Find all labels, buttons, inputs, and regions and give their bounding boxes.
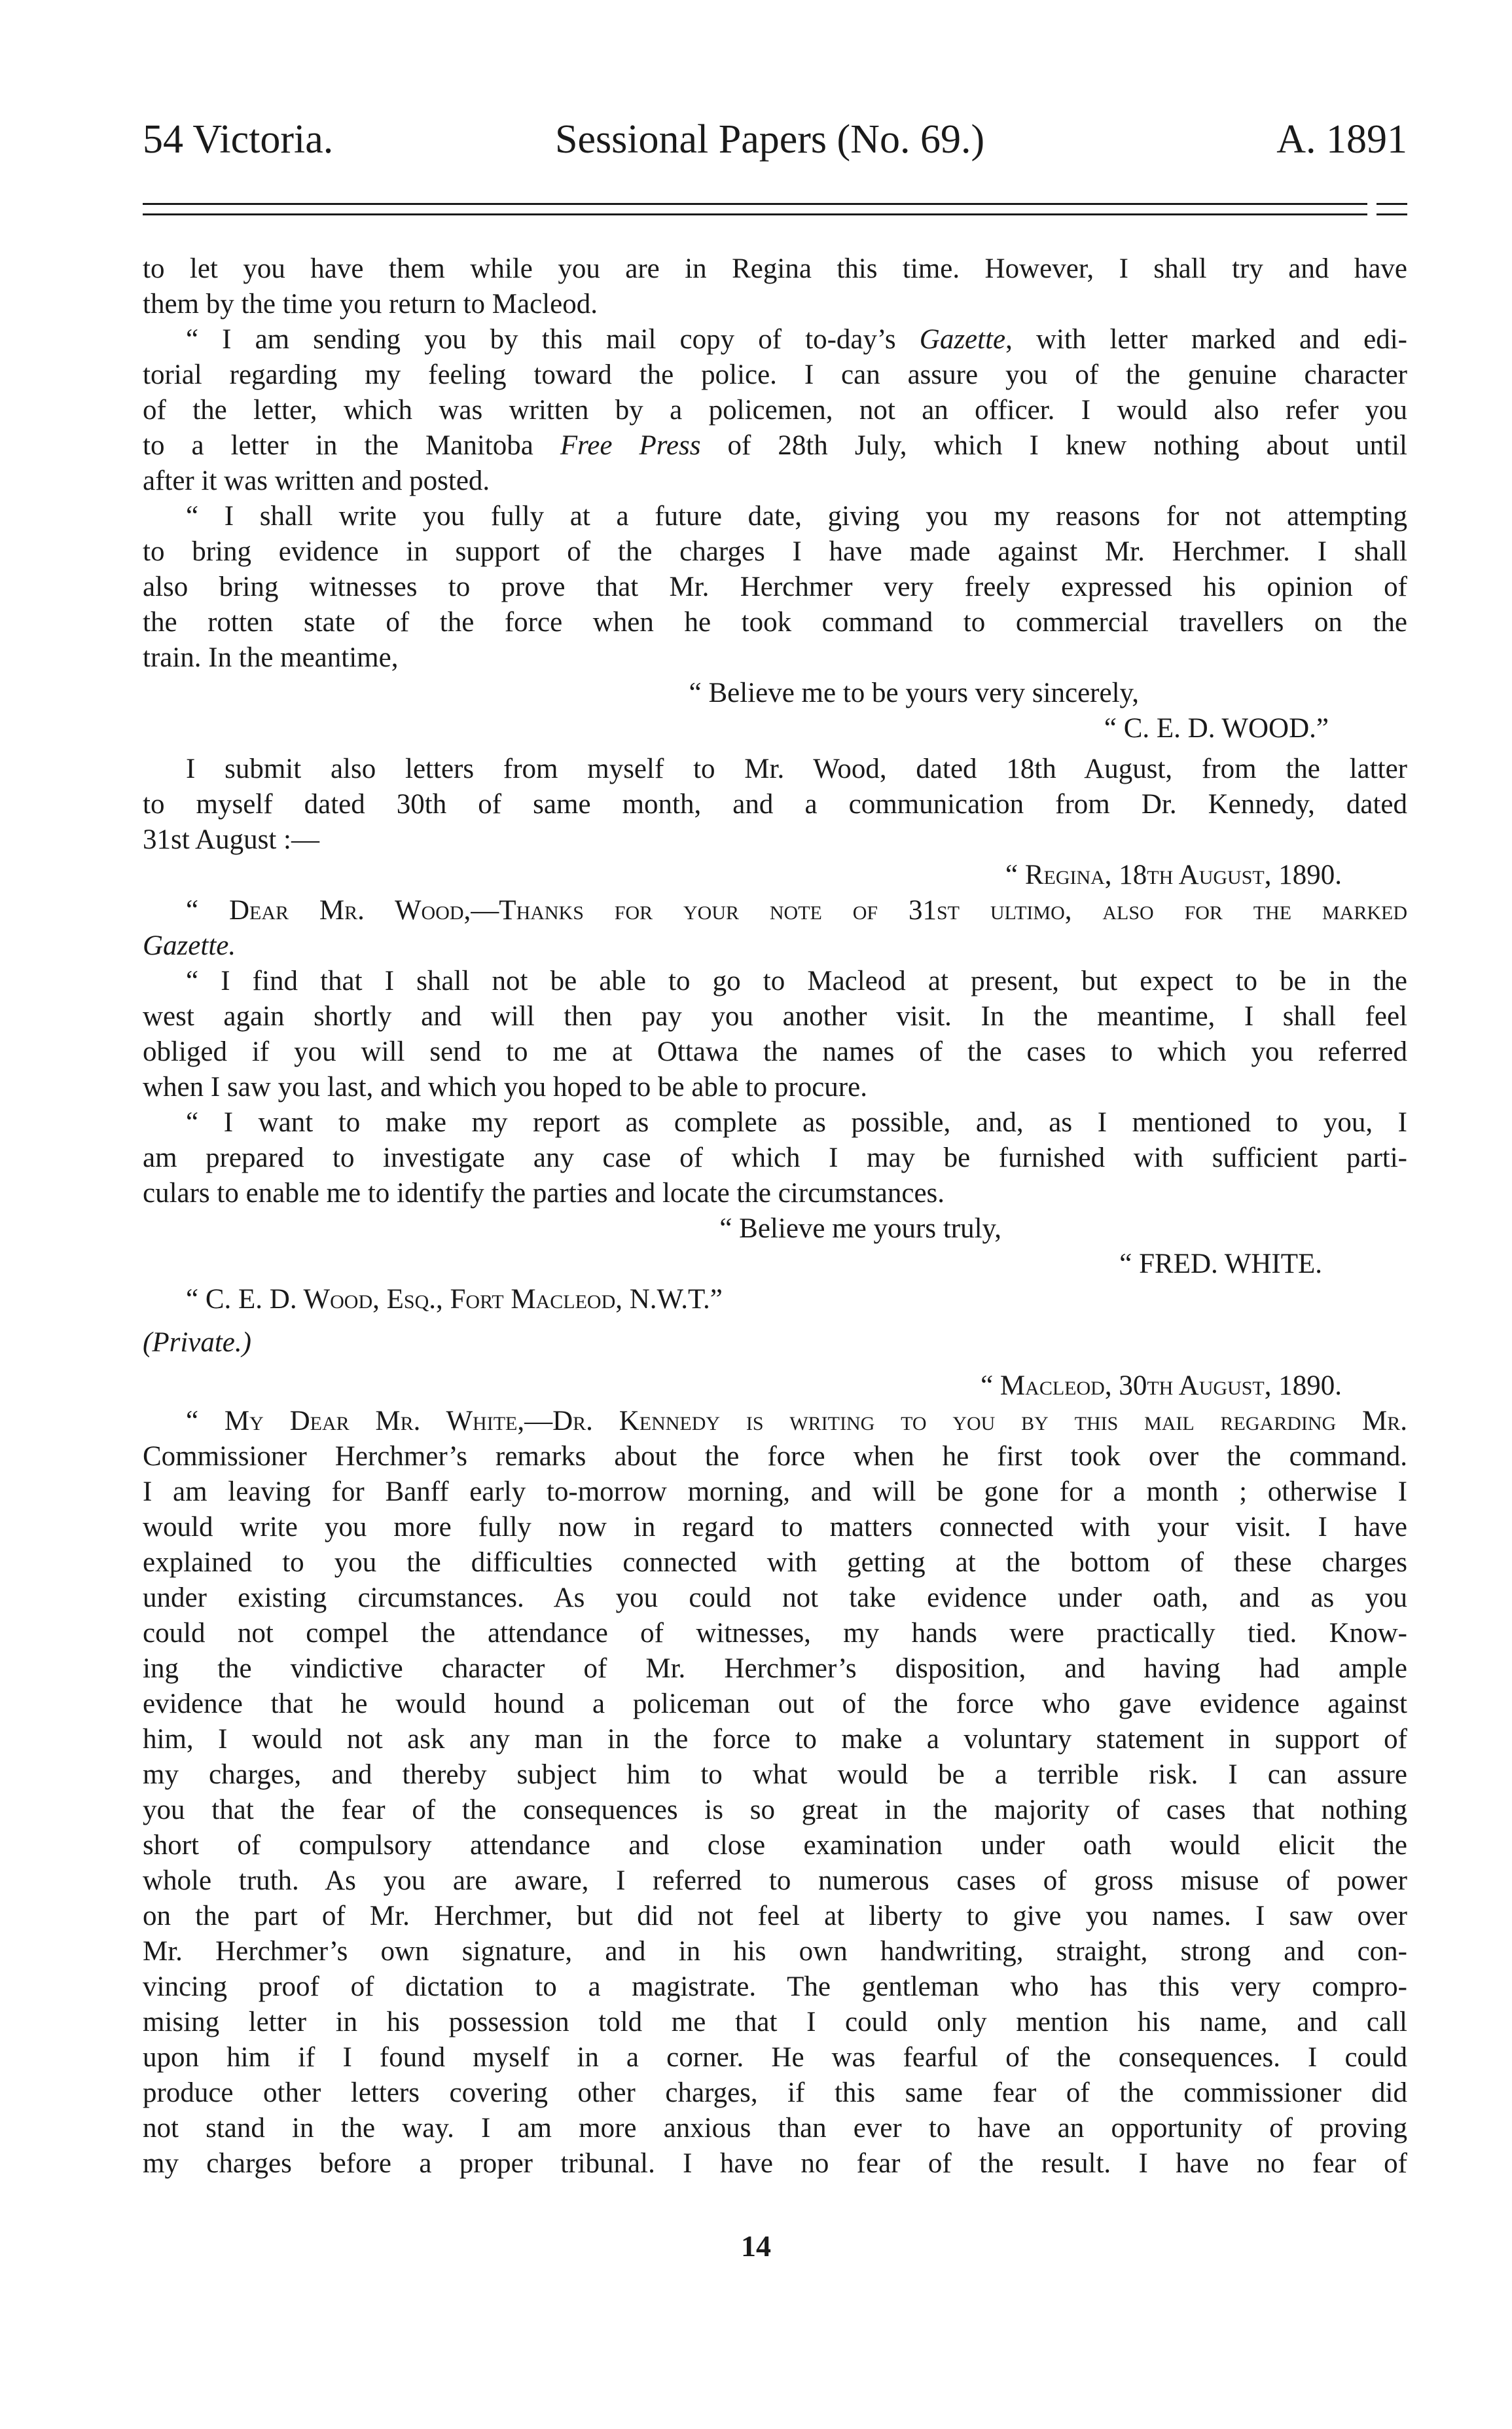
text-line: short of compulsory attendance and close examination under oath would elicit the: [143, 1830, 1407, 1861]
text-line: whole truth. As you are aware, I referred to numerous cases of gross misuse of power: [143, 1865, 1407, 1896]
text-line: of the letter, which was written by a policemen, not an officer. I would also refer you: [143, 395, 1407, 426]
text-line: to myself dated 30th of same month, and a communication from Dr. Kennedy, dated: [143, 789, 1407, 820]
text-line: Commissioner Herchmer’s remarks about the force when he first took over the command.: [143, 1441, 1407, 1472]
header-rule-bottom: [143, 213, 1407, 215]
text-line: 31st August :—: [143, 824, 319, 855]
text-line: “ My Dear Mr. White,—Dr. Kennedy is writing to you by this mail regarding Mr.: [186, 1406, 1407, 1436]
text-line: my charges, and thereby subject him to what would be a terrible risk. I can assure: [143, 1759, 1407, 1790]
closing-line: “ Believe me to be yours very sincerely,: [689, 678, 1139, 708]
dateline: “ Regina, 18th August, 1890.: [1005, 860, 1342, 890]
dateline: “ Macleod, 30th August, 1890.: [981, 1370, 1342, 1401]
text-line: Mr. Herchmer’s own signature, and in his own handwriting, straight, strong and con-: [143, 1936, 1407, 1967]
text-line: “ Dear Mr. Wood,—Thanks for your note of 31st ultimo, also for the marked: [186, 895, 1407, 926]
text-line: (Private.): [143, 1327, 251, 1358]
text-line: “ I find that I shall not be able to go to Macleod at present, but expect to be in the: [186, 966, 1407, 996]
text-line: produce other letters covering other charges, if this same fear of the commissioner did: [143, 2077, 1407, 2108]
text-line: explained to you the difficulties connected with getting at the bottom of these charges: [143, 1547, 1407, 1578]
text-line: after it was written and posted.: [143, 466, 490, 496]
body-text: [143, 251, 1407, 2182]
text-line: him, I would not ask any man in the force to make a voluntary statement in support of: [143, 1724, 1407, 1755]
text-line: “ I shall write you fully at a future date, giving you my reasons for not attempting: [186, 501, 1407, 532]
text-line: them by the time you return to Macleod.: [143, 289, 598, 320]
text-line: west again shortly and will then pay you another visit. In the meantime, I shall feel: [143, 1001, 1407, 1032]
address-line: “ C. E. D. Wood, Esq., Fort Macleod, N.W.T.”: [186, 1284, 723, 1315]
text-line: the rotten state of the force when he took command to commercial travellers on the: [143, 607, 1407, 638]
text-line: not stand in the way. I am more anxious than ever to have an opportunity of proving: [143, 2113, 1407, 2144]
text-line: “ I want to make my report as complete as possible, and, as I mentioned to you, I: [186, 1107, 1407, 1138]
text-line: “ I am sending you by this mail copy of to-day’s Gazette, with letter marked and edi-: [186, 324, 1408, 355]
text-line: my charges before a proper tribunal. I have no fear of the result. I have no fear of: [143, 2148, 1407, 2179]
text-line: culars to enable me to identify the parties and locate the circumstances.: [143, 1178, 945, 1209]
signature-line: “ C. E. D. WOOD.”: [1104, 713, 1329, 744]
text-line: am prepared to investigate any case of which I may be furnished with sufficient parti-: [143, 1142, 1407, 1173]
text-line: mising letter in his possession told me that I could only mention his name, and call: [143, 2007, 1407, 2037]
text-line: I submit also letters from myself to Mr. Wood, dated 18th August, from the latter: [186, 754, 1407, 784]
running-header: [143, 117, 1407, 175]
page-number: 14: [741, 2229, 771, 2263]
closing-line: “ Believe me yours truly,: [719, 1213, 1001, 1244]
text-line: vincing proof of dictation to a magistrate. The gentleman who has this very compro-: [143, 1971, 1407, 2002]
text-line: ing the vindictive character of Mr. Herchmer’s disposition, and having had ample: [143, 1653, 1407, 1684]
text-line: Gazette.: [143, 930, 236, 961]
text-line: obliged if you will send to me at Ottawa the names of the cases to which you referred: [143, 1036, 1407, 1067]
text-line: also bring witnesses to prove that Mr. Herchmer very freely expressed his opinion of: [143, 572, 1407, 602]
header-left: 54 Victoria.: [143, 117, 334, 162]
text-line: upon him if I found myself in a corner. He was fearful of the consequences. I could: [143, 2042, 1407, 2073]
text-line: would write you more fully now in regard to matters connected with your visit. I have: [143, 1512, 1407, 1543]
header-rule-gap: [1367, 203, 1377, 219]
header-center: Sessional Papers (No. 69.): [555, 117, 985, 162]
text-line: train. In the meantime,: [143, 642, 399, 673]
text-line: to let you have them while you are in Regina this time. However, I shall try and have: [143, 253, 1407, 284]
text-line: to bring evidence in support of the charges I have made against Mr. Herchmer. I shall: [143, 536, 1407, 567]
text-line: I am leaving for Banff early to-morrow morning, and will be gone for a month ; otherwise I: [143, 1476, 1407, 1507]
header-rule-top: [143, 203, 1407, 205]
signature-line: “ FRED. WHITE.: [1119, 1249, 1322, 1279]
text-line: you that the fear of the consequences is so great in the majority of cases that nothing: [143, 1795, 1407, 1825]
text-line: evidence that he would hound a policeman out of the force who gave evidence against: [143, 1689, 1407, 1719]
text-line: could not compel the attendance of witnesses, my hands were practically tied. Know-: [143, 1618, 1407, 1649]
text-line: under existing circumstances. As you could not take evidence under oath, and as you: [143, 1582, 1407, 1613]
text-line: to a letter in the Manitoba Free Press of 28th July, which I knew nothing about until: [143, 430, 1408, 461]
header-right: A. 1891: [1276, 117, 1407, 162]
text-line: on the part of Mr. Herchmer, but did not feel at liberty to give you names. I saw over: [143, 1901, 1407, 1931]
text-line: torial regarding my feeling toward the police. I can assure you of the genuine character: [143, 359, 1407, 390]
text-line: when I saw you last, and which you hoped to be able to procure.: [143, 1072, 867, 1103]
